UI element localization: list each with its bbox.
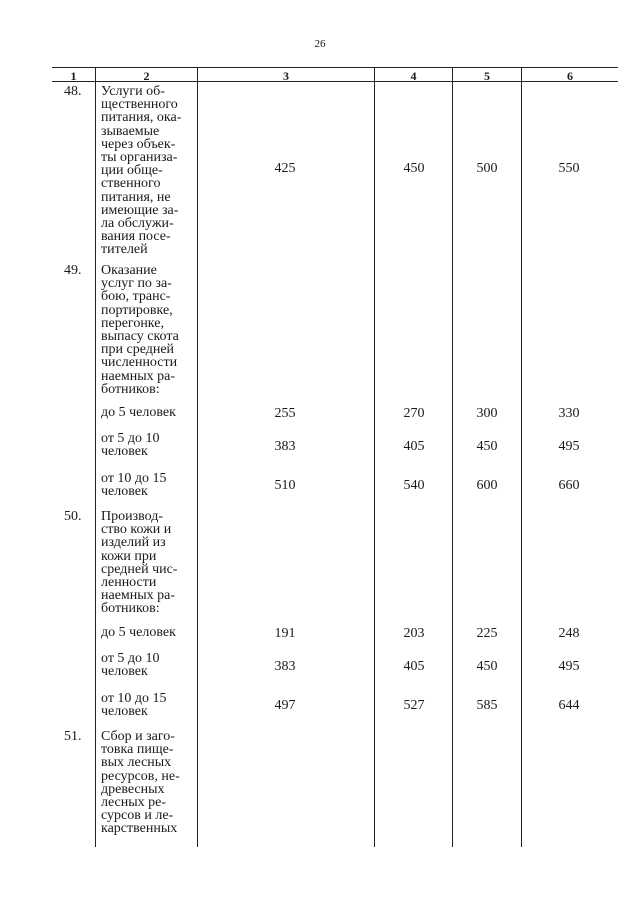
- value-cell: 191: [274, 626, 296, 641]
- value-cell: 497: [274, 698, 296, 713]
- value-cell: 225: [476, 626, 498, 641]
- row-number: 49.: [64, 263, 82, 278]
- value-cell: 248: [558, 626, 580, 641]
- value-cell: 585: [476, 698, 498, 713]
- row-description: Услуги об- щественного питания, ока- зываемые через объек- ты организа- ции обще- ственного питания, не имеющие за- ла обслужи- вания посе- тителей: [101, 84, 182, 258]
- header-col-2: 2: [143, 69, 150, 83]
- value-cell: 255: [274, 406, 296, 421]
- header-col-1: 1: [70, 69, 77, 83]
- value-cell: 330: [558, 406, 580, 421]
- value-cell: 660: [558, 478, 580, 493]
- value-cell: 425: [274, 161, 296, 176]
- value-cell: 270: [403, 406, 425, 421]
- row-number: 50.: [64, 509, 82, 524]
- subrow-label: от 10 до 15 человек: [101, 471, 167, 499]
- page-number: 26: [314, 38, 326, 50]
- value-cell: 405: [403, 659, 425, 674]
- header-col-4: 4: [410, 69, 417, 83]
- value-cell: 527: [403, 698, 425, 713]
- subrow-label: от 10 до 15 человек: [101, 691, 167, 719]
- column-divider-3: [374, 67, 375, 847]
- value-cell: 383: [274, 439, 296, 454]
- row-description: Сбор и заго- товка пище- вых лесных ресурсов, не- древесных лесных ре- сурсов и ле- карственных: [101, 729, 180, 837]
- value-cell: 300: [476, 406, 498, 421]
- header-col-3: 3: [283, 69, 289, 83]
- row-number: 48.: [64, 84, 82, 99]
- subrow-label: от 5 до 10 человек: [101, 651, 160, 679]
- subrow-label: до 5 человек: [101, 405, 176, 420]
- column-divider-1: [95, 67, 96, 847]
- column-divider-4: [452, 67, 453, 847]
- value-cell: 450: [476, 659, 498, 674]
- column-divider-2: [197, 67, 198, 847]
- subrow-label: от 5 до 10 человек: [101, 431, 160, 459]
- header-col-5: 5: [484, 69, 490, 83]
- value-cell: 644: [558, 698, 580, 713]
- value-cell: 405: [403, 439, 425, 454]
- table-top-border: [52, 67, 618, 68]
- value-cell: 383: [274, 659, 296, 674]
- value-cell: 203: [403, 626, 425, 641]
- value-cell: 540: [403, 478, 425, 493]
- value-cell: 495: [558, 439, 580, 454]
- value-cell: 450: [403, 161, 425, 176]
- subrow-label: до 5 человек: [101, 625, 176, 640]
- row-description: Производ- ство кожи и изделий из кожи при средней чис- ленности наемных ра- ботников:: [101, 509, 178, 617]
- row-number: 51.: [64, 729, 82, 744]
- value-cell: 550: [558, 161, 580, 176]
- row-description: Оказание услуг по за- бою, транс- портировке, перегонке, выпасу скота при средней численности наемных ра- ботников:: [101, 263, 179, 397]
- value-cell: 600: [476, 478, 498, 493]
- value-cell: 510: [274, 478, 296, 493]
- value-cell: 500: [476, 161, 498, 176]
- header-col-6: 6: [567, 69, 573, 83]
- value-cell: 450: [476, 439, 498, 454]
- value-cell: 495: [558, 659, 580, 674]
- column-divider-5: [521, 67, 522, 847]
